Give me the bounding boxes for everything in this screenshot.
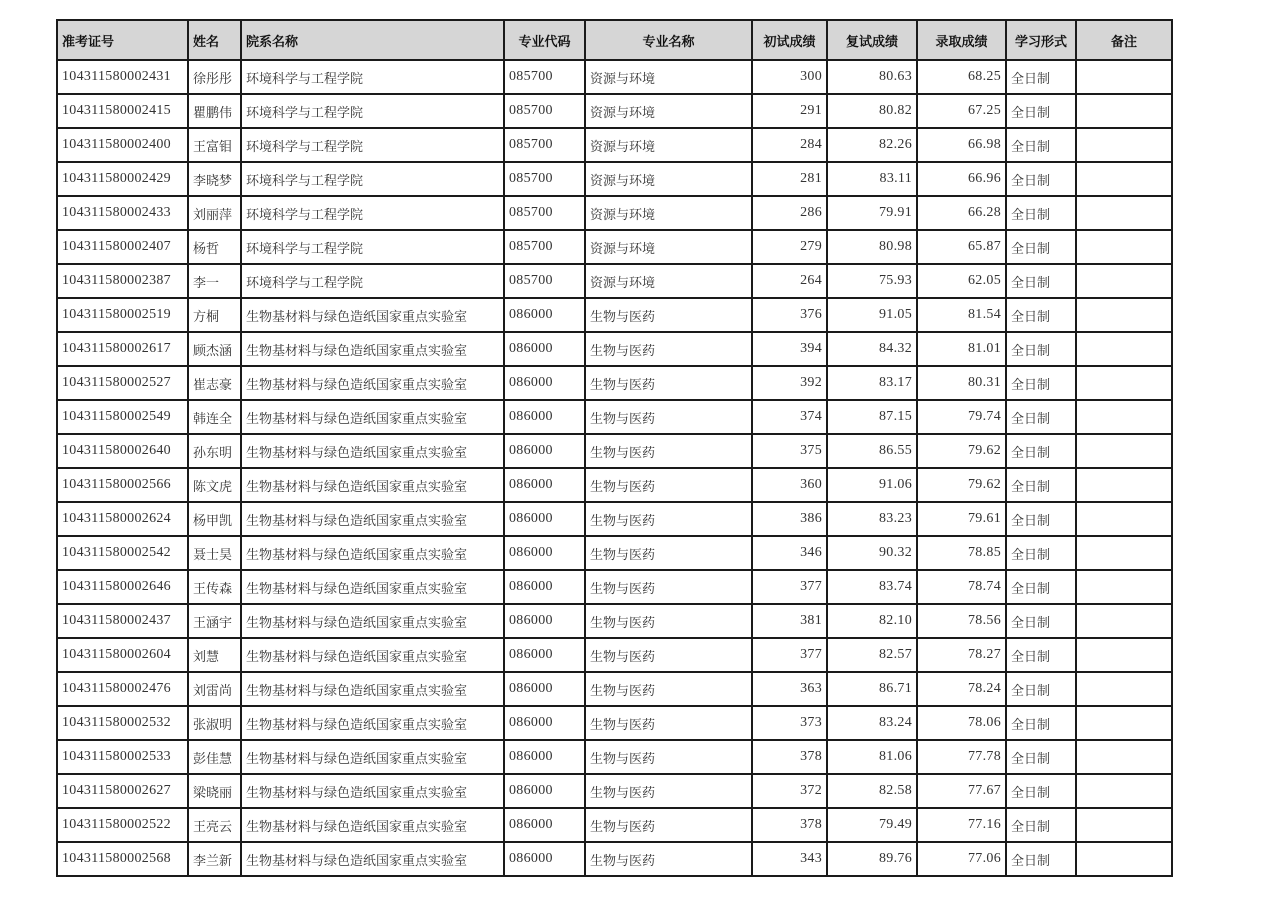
header-exam-id: 准考证号: [57, 20, 188, 60]
table-row: [57, 502, 1172, 536]
cell-major-code: 086000: [504, 672, 585, 706]
cell-initial-score: 375: [752, 434, 827, 468]
cell-study-mode: 全日制: [1006, 264, 1076, 298]
cell-exam-id: 104311580002387: [57, 264, 188, 298]
cell-retest-score: 83.11: [827, 162, 917, 196]
cell-exam-id: 104311580002624: [57, 502, 188, 536]
cell-remarks: [1076, 366, 1172, 400]
cell-admission-score: 67.25: [917, 94, 1006, 128]
cell-remarks: [1076, 502, 1172, 536]
cell-admission-score: 77.78: [917, 740, 1006, 774]
cell-major-code: 085700: [504, 230, 585, 264]
cell-major-code: 085700: [504, 264, 585, 298]
cell-initial-score: 378: [752, 808, 827, 842]
cell-major-code: 086000: [504, 366, 585, 400]
cell-remarks: [1076, 60, 1172, 94]
cell-retest-score: 89.76: [827, 842, 917, 876]
cell-retest-score: 84.32: [827, 332, 917, 366]
cell-admission-score: 66.98: [917, 128, 1006, 162]
cell-initial-score: 363: [752, 672, 827, 706]
header-major-code: 专业代码: [504, 20, 585, 60]
table-row: [57, 536, 1172, 570]
cell-exam-id: 104311580002415: [57, 94, 188, 128]
cell-department: 生物基材料与绿色造纸国家重点实验室: [241, 468, 504, 502]
cell-admission-score: 62.05: [917, 264, 1006, 298]
cell-study-mode: 全日制: [1006, 230, 1076, 264]
cell-remarks: [1076, 196, 1172, 230]
cell-department: 生物基材料与绿色造纸国家重点实验室: [241, 672, 504, 706]
cell-initial-score: 374: [752, 400, 827, 434]
cell-study-mode: 全日制: [1006, 706, 1076, 740]
cell-name: 杨甲凯: [188, 502, 241, 536]
cell-retest-score: 82.10: [827, 604, 917, 638]
table-row: [57, 434, 1172, 468]
cell-admission-score: 80.31: [917, 366, 1006, 400]
cell-study-mode: 全日制: [1006, 298, 1076, 332]
cell-study-mode: 全日制: [1006, 536, 1076, 570]
cell-study-mode: 全日制: [1006, 94, 1076, 128]
table-row: [57, 94, 1172, 128]
cell-major-name: 生物与医药: [585, 332, 752, 366]
cell-exam-id: 104311580002549: [57, 400, 188, 434]
cell-department: 生物基材料与绿色造纸国家重点实验室: [241, 638, 504, 672]
table-row: [57, 366, 1172, 400]
cell-department: 生物基材料与绿色造纸国家重点实验室: [241, 808, 504, 842]
cell-admission-score: 81.01: [917, 332, 1006, 366]
cell-exam-id: 104311580002568: [57, 842, 188, 876]
cell-major-code: 085700: [504, 162, 585, 196]
cell-remarks: [1076, 298, 1172, 332]
cell-major-name: 生物与医药: [585, 366, 752, 400]
header-name: 姓名: [188, 20, 241, 60]
cell-remarks: [1076, 400, 1172, 434]
cell-initial-score: 300: [752, 60, 827, 94]
cell-major-name: 生物与医药: [585, 570, 752, 604]
cell-major-code: 086000: [504, 332, 585, 366]
table-row: [57, 196, 1172, 230]
cell-remarks: [1076, 434, 1172, 468]
cell-name: 徐彤彤: [188, 60, 241, 94]
cell-name: 王涵宇: [188, 604, 241, 638]
cell-department: 生物基材料与绿色造纸国家重点实验室: [241, 604, 504, 638]
cell-retest-score: 82.57: [827, 638, 917, 672]
cell-remarks: [1076, 94, 1172, 128]
cell-initial-score: 281: [752, 162, 827, 196]
table-row: [57, 740, 1172, 774]
cell-admission-score: 79.61: [917, 502, 1006, 536]
header-remarks: 备注: [1076, 20, 1172, 60]
cell-name: 顾杰涵: [188, 332, 241, 366]
cell-major-code: 086000: [504, 740, 585, 774]
cell-study-mode: 全日制: [1006, 196, 1076, 230]
cell-major-name: 生物与医药: [585, 502, 752, 536]
cell-admission-score: 77.16: [917, 808, 1006, 842]
cell-major-name: 资源与环境: [585, 230, 752, 264]
cell-study-mode: 全日制: [1006, 502, 1076, 536]
cell-remarks: [1076, 740, 1172, 774]
cell-remarks: [1076, 162, 1172, 196]
cell-major-name: 生物与医药: [585, 434, 752, 468]
header-admission-score: 录取成绩: [917, 20, 1006, 60]
cell-major-name: 生物与医药: [585, 774, 752, 808]
cell-retest-score: 83.24: [827, 706, 917, 740]
cell-exam-id: 104311580002429: [57, 162, 188, 196]
cell-exam-id: 104311580002617: [57, 332, 188, 366]
table-row: [57, 400, 1172, 434]
cell-name: 方桐: [188, 298, 241, 332]
cell-major-code: 086000: [504, 434, 585, 468]
cell-retest-score: 75.93: [827, 264, 917, 298]
cell-remarks: [1076, 536, 1172, 570]
cell-name: 崔志豪: [188, 366, 241, 400]
cell-admission-score: 78.85: [917, 536, 1006, 570]
cell-initial-score: 346: [752, 536, 827, 570]
cell-study-mode: 全日制: [1006, 604, 1076, 638]
cell-major-name: 生物与医药: [585, 638, 752, 672]
cell-department: 生物基材料与绿色造纸国家重点实验室: [241, 434, 504, 468]
cell-initial-score: 378: [752, 740, 827, 774]
cell-admission-score: 77.06: [917, 842, 1006, 876]
header-row: [57, 20, 1172, 60]
cell-major-name: 生物与医药: [585, 706, 752, 740]
cell-major-code: 085700: [504, 60, 585, 94]
cell-retest-score: 80.98: [827, 230, 917, 264]
cell-study-mode: 全日制: [1006, 332, 1076, 366]
cell-remarks: [1076, 468, 1172, 502]
cell-major-name: 资源与环境: [585, 60, 752, 94]
cell-study-mode: 全日制: [1006, 162, 1076, 196]
cell-admission-score: 78.27: [917, 638, 1006, 672]
table-row: [57, 808, 1172, 842]
header-department: 院系名称: [241, 20, 504, 60]
cell-major-name: 生物与医药: [585, 672, 752, 706]
cell-admission-score: 66.96: [917, 162, 1006, 196]
cell-department: 生物基材料与绿色造纸国家重点实验室: [241, 400, 504, 434]
cell-name: 彭佳慧: [188, 740, 241, 774]
cell-major-code: 086000: [504, 774, 585, 808]
cell-retest-score: 86.71: [827, 672, 917, 706]
cell-study-mode: 全日制: [1006, 400, 1076, 434]
cell-major-code: 086000: [504, 536, 585, 570]
cell-major-code: 086000: [504, 502, 585, 536]
cell-exam-id: 104311580002533: [57, 740, 188, 774]
cell-department: 生物基材料与绿色造纸国家重点实验室: [241, 298, 504, 332]
cell-major-name: 资源与环境: [585, 196, 752, 230]
cell-exam-id: 104311580002433: [57, 196, 188, 230]
cell-admission-score: 78.24: [917, 672, 1006, 706]
cell-department: 生物基材料与绿色造纸国家重点实验室: [241, 502, 504, 536]
cell-admission-score: 79.62: [917, 468, 1006, 502]
cell-remarks: [1076, 604, 1172, 638]
cell-name: 刘慧: [188, 638, 241, 672]
cell-remarks: [1076, 128, 1172, 162]
cell-name: 王传森: [188, 570, 241, 604]
cell-major-name: 生物与医药: [585, 468, 752, 502]
cell-remarks: [1076, 638, 1172, 672]
table-body: [57, 60, 1172, 876]
cell-major-name: 资源与环境: [585, 128, 752, 162]
cell-initial-score: 360: [752, 468, 827, 502]
cell-major-name: 生物与医药: [585, 400, 752, 434]
cell-exam-id: 104311580002522: [57, 808, 188, 842]
cell-department: 生物基材料与绿色造纸国家重点实验室: [241, 570, 504, 604]
cell-study-mode: 全日制: [1006, 638, 1076, 672]
table-row: [57, 638, 1172, 672]
cell-name: 聂士昊: [188, 536, 241, 570]
cell-exam-id: 104311580002640: [57, 434, 188, 468]
cell-major-name: 生物与医药: [585, 808, 752, 842]
cell-retest-score: 81.06: [827, 740, 917, 774]
cell-exam-id: 104311580002542: [57, 536, 188, 570]
table-row: [57, 264, 1172, 298]
header-retest-score: 复试成绩: [827, 20, 917, 60]
cell-major-name: 生物与医药: [585, 536, 752, 570]
cell-retest-score: 87.15: [827, 400, 917, 434]
cell-exam-id: 104311580002527: [57, 366, 188, 400]
cell-study-mode: 全日制: [1006, 740, 1076, 774]
cell-study-mode: 全日制: [1006, 808, 1076, 842]
cell-department: 生物基材料与绿色造纸国家重点实验室: [241, 366, 504, 400]
admission-list-sheet: [56, 19, 1173, 877]
table-row: [57, 332, 1172, 366]
cell-study-mode: 全日制: [1006, 434, 1076, 468]
cell-name: 王亮云: [188, 808, 241, 842]
cell-name: 张淑明: [188, 706, 241, 740]
cell-admission-score: 78.06: [917, 706, 1006, 740]
cell-initial-score: 286: [752, 196, 827, 230]
cell-name: 陈文虎: [188, 468, 241, 502]
cell-study-mode: 全日制: [1006, 570, 1076, 604]
cell-major-name: 资源与环境: [585, 94, 752, 128]
cell-initial-score: 377: [752, 638, 827, 672]
header-study-mode: 学习形式: [1006, 20, 1076, 60]
cell-major-code: 086000: [504, 298, 585, 332]
cell-retest-score: 82.26: [827, 128, 917, 162]
cell-exam-id: 104311580002566: [57, 468, 188, 502]
cell-initial-score: 264: [752, 264, 827, 298]
cell-major-name: 生物与医药: [585, 604, 752, 638]
table-row: [57, 230, 1172, 264]
cell-initial-score: 381: [752, 604, 827, 638]
cell-exam-id: 104311580002400: [57, 128, 188, 162]
cell-exam-id: 104311580002519: [57, 298, 188, 332]
cell-retest-score: 79.91: [827, 196, 917, 230]
cell-admission-score: 65.87: [917, 230, 1006, 264]
cell-admission-score: 78.74: [917, 570, 1006, 604]
cell-major-name: 生物与医药: [585, 842, 752, 876]
cell-major-code: 085700: [504, 94, 585, 128]
cell-retest-score: 86.55: [827, 434, 917, 468]
cell-name: 杨哲: [188, 230, 241, 264]
cell-major-code: 086000: [504, 400, 585, 434]
cell-retest-score: 83.74: [827, 570, 917, 604]
cell-initial-score: 386: [752, 502, 827, 536]
cell-name: 李晓梦: [188, 162, 241, 196]
admission-table: [56, 19, 1173, 877]
cell-remarks: [1076, 842, 1172, 876]
header-initial-score: 初试成绩: [752, 20, 827, 60]
cell-department: 环境科学与工程学院: [241, 264, 504, 298]
cell-major-code: 086000: [504, 638, 585, 672]
cell-exam-id: 104311580002532: [57, 706, 188, 740]
table-row: [57, 570, 1172, 604]
cell-department: 环境科学与工程学院: [241, 230, 504, 264]
cell-initial-score: 376: [752, 298, 827, 332]
table-row: [57, 60, 1172, 94]
table-row: [57, 706, 1172, 740]
cell-remarks: [1076, 570, 1172, 604]
cell-exam-id: 104311580002431: [57, 60, 188, 94]
cell-department: 环境科学与工程学院: [241, 94, 504, 128]
cell-name: 韩连全: [188, 400, 241, 434]
cell-major-code: 086000: [504, 604, 585, 638]
cell-remarks: [1076, 332, 1172, 366]
cell-name: 王富钼: [188, 128, 241, 162]
cell-department: 生物基材料与绿色造纸国家重点实验室: [241, 774, 504, 808]
cell-initial-score: 377: [752, 570, 827, 604]
cell-retest-score: 79.49: [827, 808, 917, 842]
cell-study-mode: 全日制: [1006, 672, 1076, 706]
cell-major-code: 086000: [504, 570, 585, 604]
cell-study-mode: 全日制: [1006, 842, 1076, 876]
cell-name: 梁晓丽: [188, 774, 241, 808]
cell-study-mode: 全日制: [1006, 366, 1076, 400]
cell-initial-score: 284: [752, 128, 827, 162]
cell-major-code: 086000: [504, 706, 585, 740]
cell-admission-score: 78.56: [917, 604, 1006, 638]
cell-admission-score: 79.62: [917, 434, 1006, 468]
cell-remarks: [1076, 706, 1172, 740]
table-row: [57, 842, 1172, 876]
cell-initial-score: 392: [752, 366, 827, 400]
cell-name: 瞿鹏伟: [188, 94, 241, 128]
cell-name: 刘丽萍: [188, 196, 241, 230]
cell-exam-id: 104311580002627: [57, 774, 188, 808]
cell-name: 孙东明: [188, 434, 241, 468]
cell-department: 生物基材料与绿色造纸国家重点实验室: [241, 842, 504, 876]
cell-admission-score: 81.54: [917, 298, 1006, 332]
cell-retest-score: 83.17: [827, 366, 917, 400]
cell-exam-id: 104311580002476: [57, 672, 188, 706]
cell-initial-score: 372: [752, 774, 827, 808]
cell-initial-score: 394: [752, 332, 827, 366]
cell-major-name: 生物与医药: [585, 298, 752, 332]
table-row: [57, 468, 1172, 502]
cell-admission-score: 79.74: [917, 400, 1006, 434]
cell-major-name: 资源与环境: [585, 162, 752, 196]
cell-initial-score: 373: [752, 706, 827, 740]
cell-retest-score: 80.82: [827, 94, 917, 128]
cell-study-mode: 全日制: [1006, 128, 1076, 162]
cell-study-mode: 全日制: [1006, 60, 1076, 94]
cell-major-code: 086000: [504, 842, 585, 876]
cell-initial-score: 343: [752, 842, 827, 876]
cell-department: 环境科学与工程学院: [241, 196, 504, 230]
cell-retest-score: 83.23: [827, 502, 917, 536]
cell-major-code: 085700: [504, 128, 585, 162]
cell-major-code: 086000: [504, 808, 585, 842]
cell-remarks: [1076, 672, 1172, 706]
cell-retest-score: 80.63: [827, 60, 917, 94]
cell-admission-score: 77.67: [917, 774, 1006, 808]
cell-admission-score: 68.25: [917, 60, 1006, 94]
cell-major-code: 085700: [504, 196, 585, 230]
cell-major-code: 086000: [504, 468, 585, 502]
table-row: [57, 162, 1172, 196]
cell-remarks: [1076, 808, 1172, 842]
table-row: [57, 672, 1172, 706]
cell-exam-id: 104311580002437: [57, 604, 188, 638]
cell-department: 环境科学与工程学院: [241, 162, 504, 196]
cell-remarks: [1076, 230, 1172, 264]
cell-department: 环境科学与工程学院: [241, 128, 504, 162]
cell-initial-score: 291: [752, 94, 827, 128]
cell-retest-score: 82.58: [827, 774, 917, 808]
cell-remarks: [1076, 264, 1172, 298]
cell-study-mode: 全日制: [1006, 468, 1076, 502]
cell-retest-score: 91.06: [827, 468, 917, 502]
cell-department: 环境科学与工程学院: [241, 60, 504, 94]
cell-major-name: 生物与医药: [585, 740, 752, 774]
cell-department: 生物基材料与绿色造纸国家重点实验室: [241, 332, 504, 366]
cell-admission-score: 66.28: [917, 196, 1006, 230]
cell-retest-score: 90.32: [827, 536, 917, 570]
cell-initial-score: 279: [752, 230, 827, 264]
table-row: [57, 774, 1172, 808]
cell-exam-id: 104311580002407: [57, 230, 188, 264]
cell-retest-score: 91.05: [827, 298, 917, 332]
cell-name: 刘雷尚: [188, 672, 241, 706]
cell-department: 生物基材料与绿色造纸国家重点实验室: [241, 740, 504, 774]
table-row: [57, 128, 1172, 162]
header-major-name: 专业名称: [585, 20, 752, 60]
table-row: [57, 604, 1172, 638]
cell-name: 李兰新: [188, 842, 241, 876]
cell-study-mode: 全日制: [1006, 774, 1076, 808]
cell-exam-id: 104311580002646: [57, 570, 188, 604]
cell-major-name: 资源与环境: [585, 264, 752, 298]
cell-department: 生物基材料与绿色造纸国家重点实验室: [241, 536, 504, 570]
cell-department: 生物基材料与绿色造纸国家重点实验室: [241, 706, 504, 740]
cell-exam-id: 104311580002604: [57, 638, 188, 672]
table-row: [57, 298, 1172, 332]
cell-name: 李一: [188, 264, 241, 298]
cell-remarks: [1076, 774, 1172, 808]
